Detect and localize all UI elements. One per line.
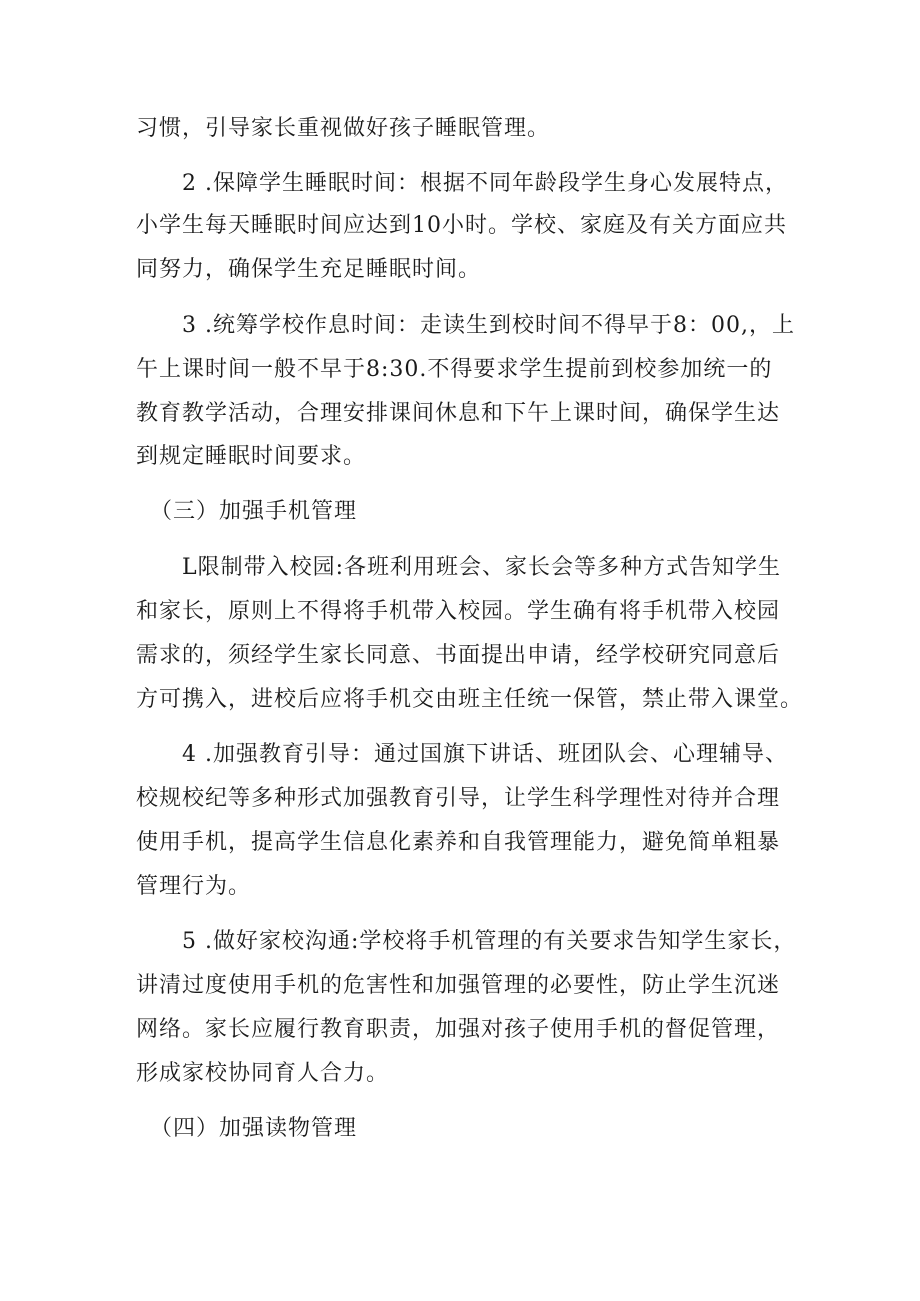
- item-3-heading: 3 .统筹学校作息时间：走读生到校时间不得早于8：00,，上: [182, 313, 795, 338]
- text-line: 形成家校协同育人合力。: [136, 1061, 390, 1086]
- text-line: 到规定睡眠时间要求。: [136, 444, 367, 469]
- text-line: 管理行为。: [136, 874, 252, 899]
- text-line: 校规校纪等多种形式加强教育引导，让学生科学理性对待并合理: [136, 786, 781, 811]
- text-line: 同努力，确保学生充足睡眠时间。: [136, 257, 482, 282]
- text-line: 方可携入，进校后应将手机交由班主任统一保管，禁止带入课堂。: [136, 687, 804, 712]
- item-4-heading: 4 .加强教育引导：通过国旗下讲话、班团队会、心理辅导、: [182, 742, 788, 767]
- item-2-heading: 2 .保障学生睡眠时间：根据不同年龄段学生身心发展特点，: [182, 171, 788, 196]
- section-heading-3: （三）加强手机管理: [150, 499, 358, 524]
- text-line: 小学生每天睡眠时间应达到10小时。学校、家庭及有关方面应共: [136, 213, 787, 238]
- item-1-heading: L限制带入校园:各班利用班会、家长会等多种方式告知学生: [182, 555, 782, 580]
- item-5-heading: 5 .做好家校沟通:学校将手机管理的有关要求告知学生家长，: [182, 929, 797, 954]
- text-line: 网络。家长应履行教育职责，加强对孩子使用手机的督促管理，: [136, 1017, 781, 1042]
- text-line: 习惯，引导家长重视做好孩子睡眠管理。: [136, 116, 551, 141]
- text-line: 讲清过度使用手机的危害性和加强管理的必要性，防止学生沉迷: [136, 973, 781, 998]
- text-line: 需求的，须经学生家长同意、书面提出申请，经学校研究同意后: [136, 643, 781, 668]
- text-line: 午上课时间一般不早于8:30.不得要求学生提前到校参加统一的: [136, 357, 773, 382]
- text-line: 教育教学活动，合理安排课间休息和下午上课时间，确保学生达: [136, 401, 781, 426]
- text-line: 和家长，原则上不得将手机带入校园。学生确有将手机带入校园: [136, 599, 781, 624]
- text-line: 使用手机，提高学生信息化素养和自我管理能力，避免简单粗暴: [136, 830, 781, 855]
- section-heading-4: （四）加强读物管理: [150, 1116, 358, 1141]
